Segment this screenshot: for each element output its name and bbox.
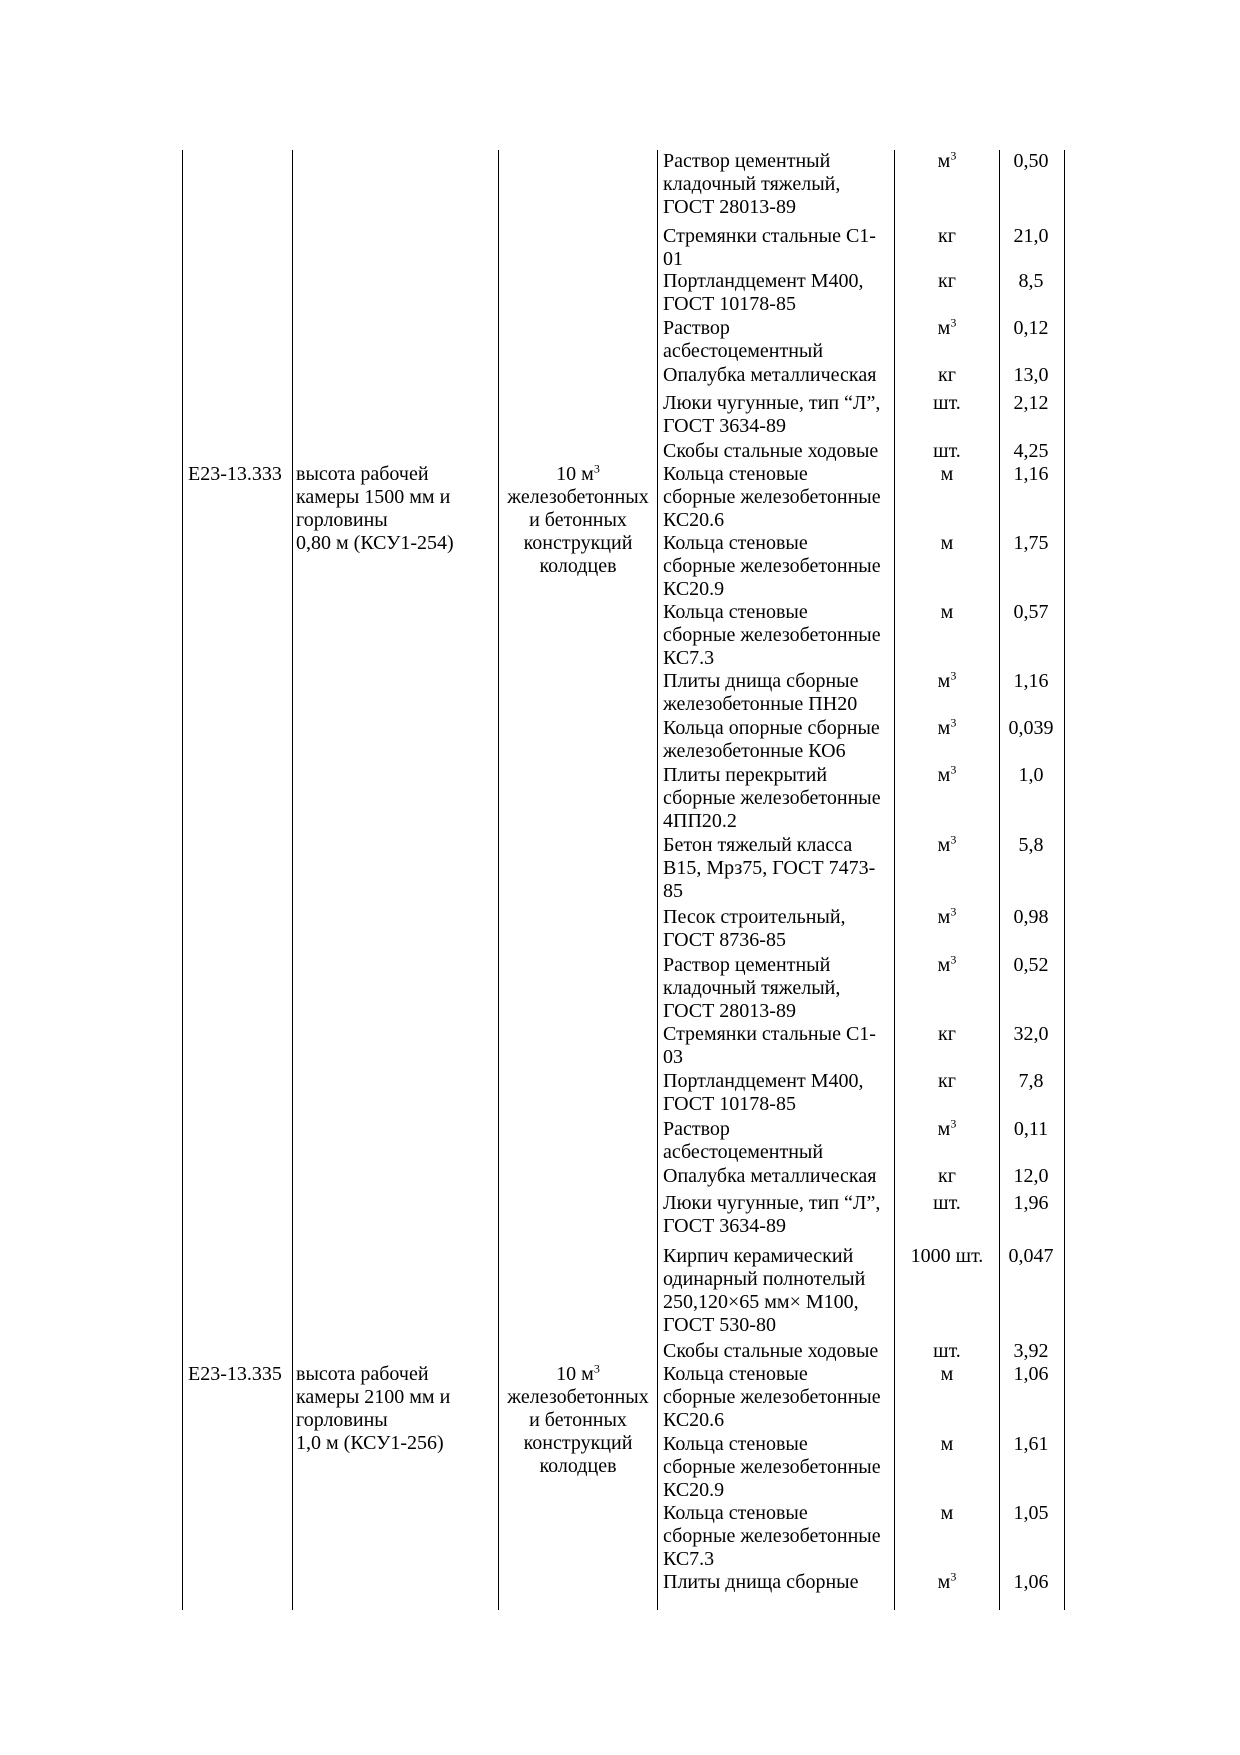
unit-cell	[897, 1502, 997, 1524]
record-code: Е23-13.333	[188, 463, 282, 485]
unit-text: м	[940, 1433, 954, 1455]
quantity-cell: 21,0	[1013, 225, 1049, 247]
unit-text: м	[937, 954, 951, 976]
measure-text: 10 м	[556, 1363, 594, 1385]
unit-superscript: 3	[950, 148, 957, 163]
record-measure-line: колодцев	[539, 555, 617, 577]
quantity-cell: 13,0	[1013, 364, 1049, 386]
unit-text: м	[937, 834, 951, 856]
material-name-line: Кольца стеновые	[663, 601, 808, 623]
unit-superscript: 3	[950, 762, 957, 777]
unit-text: шт.	[933, 1340, 961, 1362]
material-name-line: сборные железобетонные	[663, 624, 881, 646]
quantity-cell: 0,047	[1008, 1245, 1054, 1267]
quantity-cell: 0,57	[1013, 601, 1049, 623]
unit-text: кг	[938, 1070, 956, 1092]
table-border-left	[182, 150, 183, 1610]
table-border-right	[1064, 150, 1065, 1610]
unit-text: м	[937, 1571, 951, 1593]
unit-text: м	[940, 601, 954, 623]
material-name-line: асбестоцементный	[663, 340, 824, 362]
material-name-line: Кольца стеновые	[663, 1433, 808, 1455]
quantity-cell: 0,039	[1008, 717, 1054, 739]
material-name-line: Кольца опорные сборные	[663, 717, 880, 739]
record-description-line: горловины	[296, 509, 388, 531]
unit-text: м	[940, 1363, 954, 1385]
record-measure-line: колодцев	[539, 1455, 617, 1477]
quantity-cell: 7,8	[1018, 1070, 1044, 1092]
material-name-line: сборные железобетонные	[663, 486, 881, 508]
material-name-line: Раствор	[663, 1118, 730, 1140]
material-name-line: сборные железобетонные	[663, 1386, 881, 1408]
column-divider	[292, 150, 293, 1610]
column-divider	[498, 150, 499, 1610]
unit-cell	[897, 1363, 997, 1385]
unit-text: м	[937, 717, 951, 739]
column-divider	[657, 150, 658, 1610]
unit-superscript: 3	[950, 715, 957, 730]
material-name-line: Плиты перекрытий	[663, 764, 828, 786]
unit-cell	[897, 1245, 997, 1267]
unit-cell	[897, 717, 997, 739]
record-measure-line: конструкций	[523, 532, 633, 554]
material-name-line: Портландцемент М400,	[663, 1070, 864, 1092]
material-name-line: КС7.3	[663, 1548, 715, 1570]
unit-text: м	[937, 1118, 951, 1140]
record-measure-line: железобетонных	[507, 486, 649, 508]
unit-cell	[897, 392, 997, 414]
quantity-cell: 0,12	[1013, 317, 1049, 339]
unit-text: м	[937, 317, 951, 339]
record-measure-line: и бетонных	[529, 509, 627, 531]
unit-cell	[897, 225, 997, 247]
material-name-line: Скобы стальные ходовые	[663, 1340, 879, 1362]
unit-text: кг	[938, 270, 956, 292]
unit-text: м	[937, 670, 951, 692]
material-name-line: ГОСТ 3634-89	[663, 1215, 786, 1237]
material-name-line: Стремянки стальные С1-	[663, 1023, 876, 1045]
record-description-line: высота рабочей	[296, 463, 429, 485]
material-name-line: Опалубка металлическая	[663, 364, 877, 386]
material-name-line: Кольца стеновые	[663, 532, 808, 554]
material-name-line: 01	[663, 248, 683, 270]
unit-cell	[897, 1165, 997, 1187]
quantity-cell: 12,0	[1013, 1165, 1049, 1187]
record-measure-unit	[501, 1363, 655, 1385]
material-name-line: КС20.6	[663, 1409, 725, 1431]
record-measure-unit	[501, 463, 655, 485]
material-name-line: Раствор цементный	[663, 150, 831, 172]
quantity-cell: 8,5	[1018, 270, 1044, 292]
measure-superscript: 3	[593, 461, 600, 476]
unit-cell	[897, 532, 997, 554]
quantity-cell: 1,75	[1013, 532, 1049, 554]
material-name-line: Раствор	[663, 317, 730, 339]
unit-text: м	[937, 906, 951, 928]
unit-cell	[897, 364, 997, 386]
quantity-cell: 4,25	[1013, 440, 1049, 462]
material-name-line: ГОСТ 530-80	[663, 1314, 776, 1336]
material-name-line: Опалубка металлическая	[663, 1165, 877, 1187]
unit-superscript: 3	[950, 952, 957, 967]
material-name-line: Кольца стеновые	[663, 463, 808, 485]
material-name-line: ГОСТ 28013-89	[663, 1000, 796, 1022]
material-name-line: кладочный тяжелый,	[663, 173, 841, 195]
unit-text: м	[940, 463, 954, 485]
quantity-cell: 1,96	[1013, 1192, 1049, 1214]
quantity-cell: 1,61	[1013, 1433, 1049, 1455]
unit-text: шт.	[933, 440, 961, 462]
unit-cell	[897, 1340, 997, 1362]
material-name-line: Плиты днища сборные	[663, 670, 859, 692]
material-name-line: КС20.9	[663, 578, 725, 600]
material-name-line: 250,120×65 мм× М100,	[663, 1291, 859, 1313]
material-name-line: Песок строительный,	[663, 906, 846, 928]
record-description-line: 1,0 м (КСУ1-256)	[296, 1432, 444, 1454]
quantity-cell: 1,0	[1018, 764, 1044, 786]
quantity-cell: 1,06	[1013, 1363, 1049, 1385]
unit-superscript: 3	[950, 1569, 957, 1584]
unit-text: кг	[938, 1165, 956, 1187]
unit-text: кг	[938, 1023, 956, 1045]
material-name-line: сборные железобетонные	[663, 1456, 881, 1478]
material-name-line: КС7.3	[663, 647, 715, 669]
unit-cell	[897, 1023, 997, 1045]
quantity-cell: 5,8	[1018, 834, 1044, 856]
quantity-cell: 32,0	[1013, 1023, 1049, 1045]
material-name-line: железобетонные ПН20	[663, 693, 858, 715]
quantity-cell: 0,50	[1013, 150, 1049, 172]
quantity-cell: 1,05	[1013, 1502, 1049, 1524]
material-name-line: Люки чугунные, тип “Л”,	[663, 392, 881, 414]
unit-text: шт.	[933, 1192, 961, 1214]
material-name-line: Бетон тяжелый класса	[663, 834, 853, 856]
unit-cell	[897, 601, 997, 623]
unit-cell	[897, 764, 997, 786]
material-name-line: КС20.6	[663, 509, 725, 531]
unit-text: кг	[938, 225, 956, 247]
material-name-line: Кольца стеновые	[663, 1363, 808, 1385]
measure-superscript: 3	[593, 1361, 600, 1376]
material-name-line: В15, Мрз75, ГОСТ 7473-	[663, 857, 876, 879]
material-name-line: железобетонные КО6	[663, 740, 846, 762]
material-name-line: сборные железобетонные	[663, 1525, 881, 1547]
quantity-cell: 1,16	[1013, 670, 1049, 692]
unit-cell	[897, 463, 997, 485]
quantity-cell: 0,11	[1013, 1118, 1049, 1140]
quantity-cell: 1,06	[1013, 1571, 1049, 1593]
quantity-cell: 0,52	[1013, 954, 1049, 976]
material-name-line: ГОСТ 8736-85	[663, 929, 786, 951]
material-name-line: 4ПП20.2	[663, 810, 737, 832]
unit-superscript: 3	[950, 668, 957, 683]
quantity-cell: 2,12	[1013, 392, 1049, 414]
quantity-cell: 0,98	[1013, 906, 1049, 928]
unit-text: м	[940, 1502, 954, 1524]
unit-text: м	[937, 764, 951, 786]
unit-text: м	[940, 532, 954, 554]
unit-superscript: 3	[950, 315, 957, 330]
unit-superscript: 3	[950, 1116, 957, 1131]
record-description-line: камеры 1500 мм и	[296, 486, 451, 508]
material-name-line: сборные железобетонные	[663, 555, 881, 577]
record-description-line: высота рабочей	[296, 1363, 429, 1385]
material-name-line: ГОСТ 3634-89	[663, 415, 786, 437]
unit-text: 1000 шт.	[910, 1245, 984, 1267]
record-measure-line: железобетонных	[507, 1386, 649, 1408]
material-name-line: 03	[663, 1046, 683, 1068]
unit-cell	[897, 834, 997, 856]
quantity-cell: 1,16	[1013, 463, 1049, 485]
unit-cell	[897, 906, 997, 928]
unit-cell	[897, 317, 997, 339]
quantity-cell: 3,92	[1013, 1340, 1049, 1362]
material-name-line: Портландцемент М400,	[663, 270, 864, 292]
unit-cell	[897, 270, 997, 292]
material-name-line: Люки чугунные, тип “Л”,	[663, 1192, 881, 1214]
unit-text: кг	[938, 364, 956, 386]
measure-text: 10 м	[556, 463, 594, 485]
unit-cell	[897, 1118, 997, 1140]
record-measure-line: и бетонных	[529, 1409, 627, 1431]
record-description-line: камеры 2100 мм и	[296, 1386, 451, 1408]
material-name-line: Скобы стальные ходовые	[663, 440, 879, 462]
unit-text: шт.	[933, 392, 961, 414]
unit-cell	[897, 1433, 997, 1455]
record-measure-line: конструкций	[523, 1432, 633, 1454]
material-name-line: Кирпич керамический	[663, 1245, 854, 1267]
material-name-line: сборные железобетонные	[663, 787, 881, 809]
record-description-line: горловины	[296, 1409, 388, 1431]
material-name-line: ГОСТ 10178-85	[663, 293, 796, 315]
material-name-line: ГОСТ 28013-89	[663, 196, 796, 218]
unit-text: м	[937, 150, 951, 172]
record-description-line: 0,80 м (КСУ1-254)	[296, 532, 454, 554]
unit-superscript: 3	[950, 832, 957, 847]
unit-cell	[897, 1571, 997, 1593]
unit-cell	[897, 440, 997, 462]
unit-cell	[897, 954, 997, 976]
unit-cell	[897, 670, 997, 692]
material-name-line: 85	[663, 880, 683, 902]
material-name-line: кладочный тяжелый,	[663, 977, 841, 999]
unit-cell	[897, 1070, 997, 1092]
material-name-line: одинарный полнотелый	[663, 1268, 866, 1290]
material-name-line: Раствор цементный	[663, 954, 831, 976]
unit-superscript: 3	[950, 904, 957, 919]
record-code: Е23-13.335	[188, 1363, 282, 1385]
unit-cell	[897, 150, 997, 172]
material-name-line: Стремянки стальные С1-	[663, 225, 876, 247]
material-name-line: КС20.9	[663, 1479, 725, 1501]
material-name-line: Кольца стеновые	[663, 1502, 808, 1524]
material-name-line: ГОСТ 10178-85	[663, 1093, 796, 1115]
unit-cell	[897, 1192, 997, 1214]
material-name-line: асбестоцементный	[663, 1141, 824, 1163]
material-name-line: Плиты днища сборные	[663, 1571, 859, 1593]
